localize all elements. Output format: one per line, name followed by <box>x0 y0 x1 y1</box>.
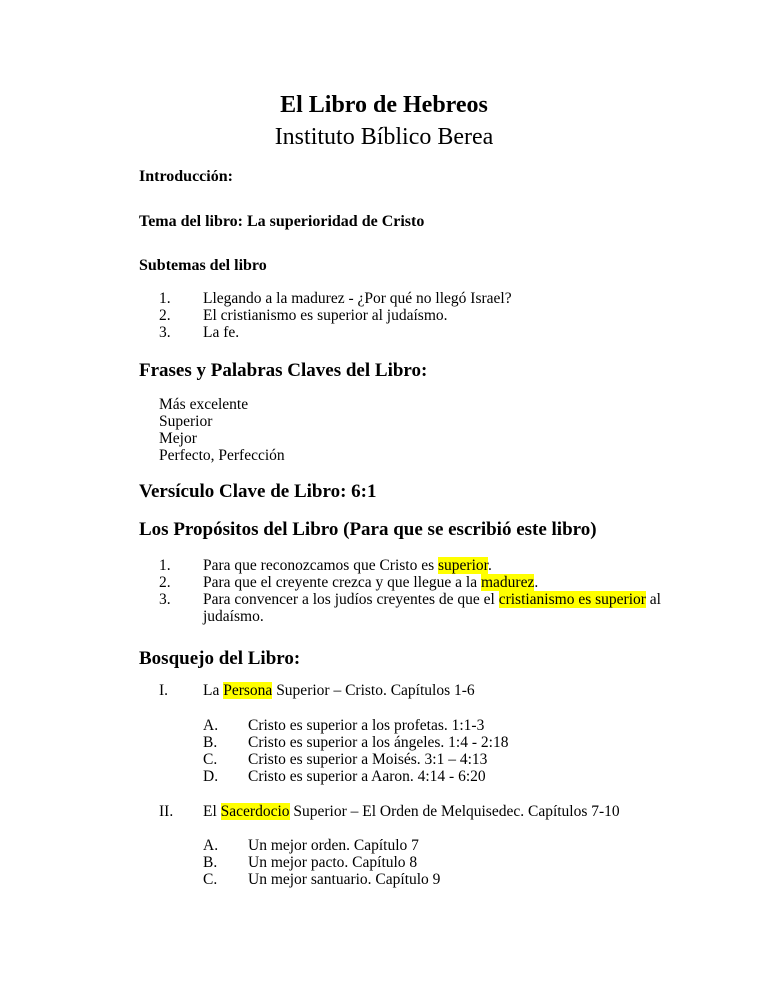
list-item <box>203 591 661 608</box>
list-item-number: 1. <box>159 557 171 574</box>
heading-tema: Tema del libro: La superioridad de Cristo <box>139 213 425 230</box>
outline-section <box>203 682 475 699</box>
outline-item: Cristo es superior a Moisés. 3:1 – 4:13 <box>248 751 488 768</box>
outline-section <box>203 803 620 820</box>
highlight: Sacerdocio <box>220 803 290 820</box>
text: Para que reconozcamos que Cristo es <box>203 557 439 574</box>
text: Superior – Cristo. Capítulos 1-6 <box>272 682 475 699</box>
outline-letter: B. <box>203 734 218 751</box>
outline-numeral: II. <box>159 803 174 820</box>
outline-letter: A. <box>203 837 219 854</box>
list-item: Mejor <box>159 430 197 447</box>
text: Para convencer a los judíos creyentes de que el <box>203 591 499 608</box>
outline-item: Un mejor pacto. Capítulo 8 <box>248 854 418 871</box>
heading-propositos: Los Propósitos del Libro (Para que se escribió este libro) <box>139 519 597 540</box>
list-item: La fe. <box>203 324 240 341</box>
outline-item: Cristo es superior a los profetas. 1:1-3 <box>248 717 485 734</box>
list-item-continuation: judaísmo. <box>203 608 264 625</box>
heading-subtemas: Subtemas del libro <box>139 257 267 274</box>
list-item: Más excelente <box>159 396 249 413</box>
list-item-number: 2. <box>159 307 171 324</box>
highlight: madurez <box>480 574 535 591</box>
text: al <box>645 591 661 608</box>
highlight: cristianismo es superior <box>498 591 646 608</box>
heading-frases: Frases y Palabras Claves del Libro: <box>139 360 428 381</box>
highlight: superior <box>438 557 488 574</box>
outline-item: Cristo es superior a los ángeles. 1:4 - 2:18 <box>248 734 509 751</box>
highlight: Persona <box>223 682 273 699</box>
list-item: El cristianismo es superior al judaísmo. <box>203 307 448 324</box>
text: . <box>487 557 492 574</box>
list-item: Perfecto, Perfección <box>159 447 285 464</box>
outline-letter: C. <box>203 751 218 768</box>
list-item-number: 1. <box>159 290 171 307</box>
heading-versiculo: Versículo Clave de Libro: 6:1 <box>139 481 377 502</box>
list-item: Superior <box>159 413 213 430</box>
list-item <box>203 574 538 591</box>
outline-numeral: I. <box>159 682 169 699</box>
text: El <box>203 803 221 820</box>
list-item <box>203 557 492 574</box>
heading-introduccion: Introducción: <box>139 168 233 185</box>
text: Superior – El Orden de Melquisedec. Capítulos 7-10 <box>289 803 620 820</box>
document-title: El Libro de Hebreos <box>280 92 488 118</box>
outline-letter: B. <box>203 854 218 871</box>
list-item-number: 3. <box>159 591 171 608</box>
outline-item: Cristo es superior a Aaron. 4:14 - 6:20 <box>248 768 486 785</box>
outline-item: Un mejor santuario. Capítulo 9 <box>248 871 441 888</box>
outline-item: Un mejor orden. Capítulo 7 <box>248 837 419 854</box>
outline-letter: C. <box>203 871 218 888</box>
heading-bosquejo: Bosquejo del Libro: <box>139 648 301 669</box>
list-item-number: 2. <box>159 574 171 591</box>
list-item-number: 3. <box>159 324 171 341</box>
document-subtitle: Instituto Bíblico Berea <box>274 124 494 150</box>
text: . <box>534 574 539 591</box>
text: Para que el creyente crezca y que llegue a la <box>203 574 481 591</box>
text: La <box>203 682 224 699</box>
list-item: Llegando a la madurez - ¿Por qué no llegó Israel? <box>203 290 512 307</box>
outline-letter: A. <box>203 717 219 734</box>
outline-letter: D. <box>203 768 219 785</box>
